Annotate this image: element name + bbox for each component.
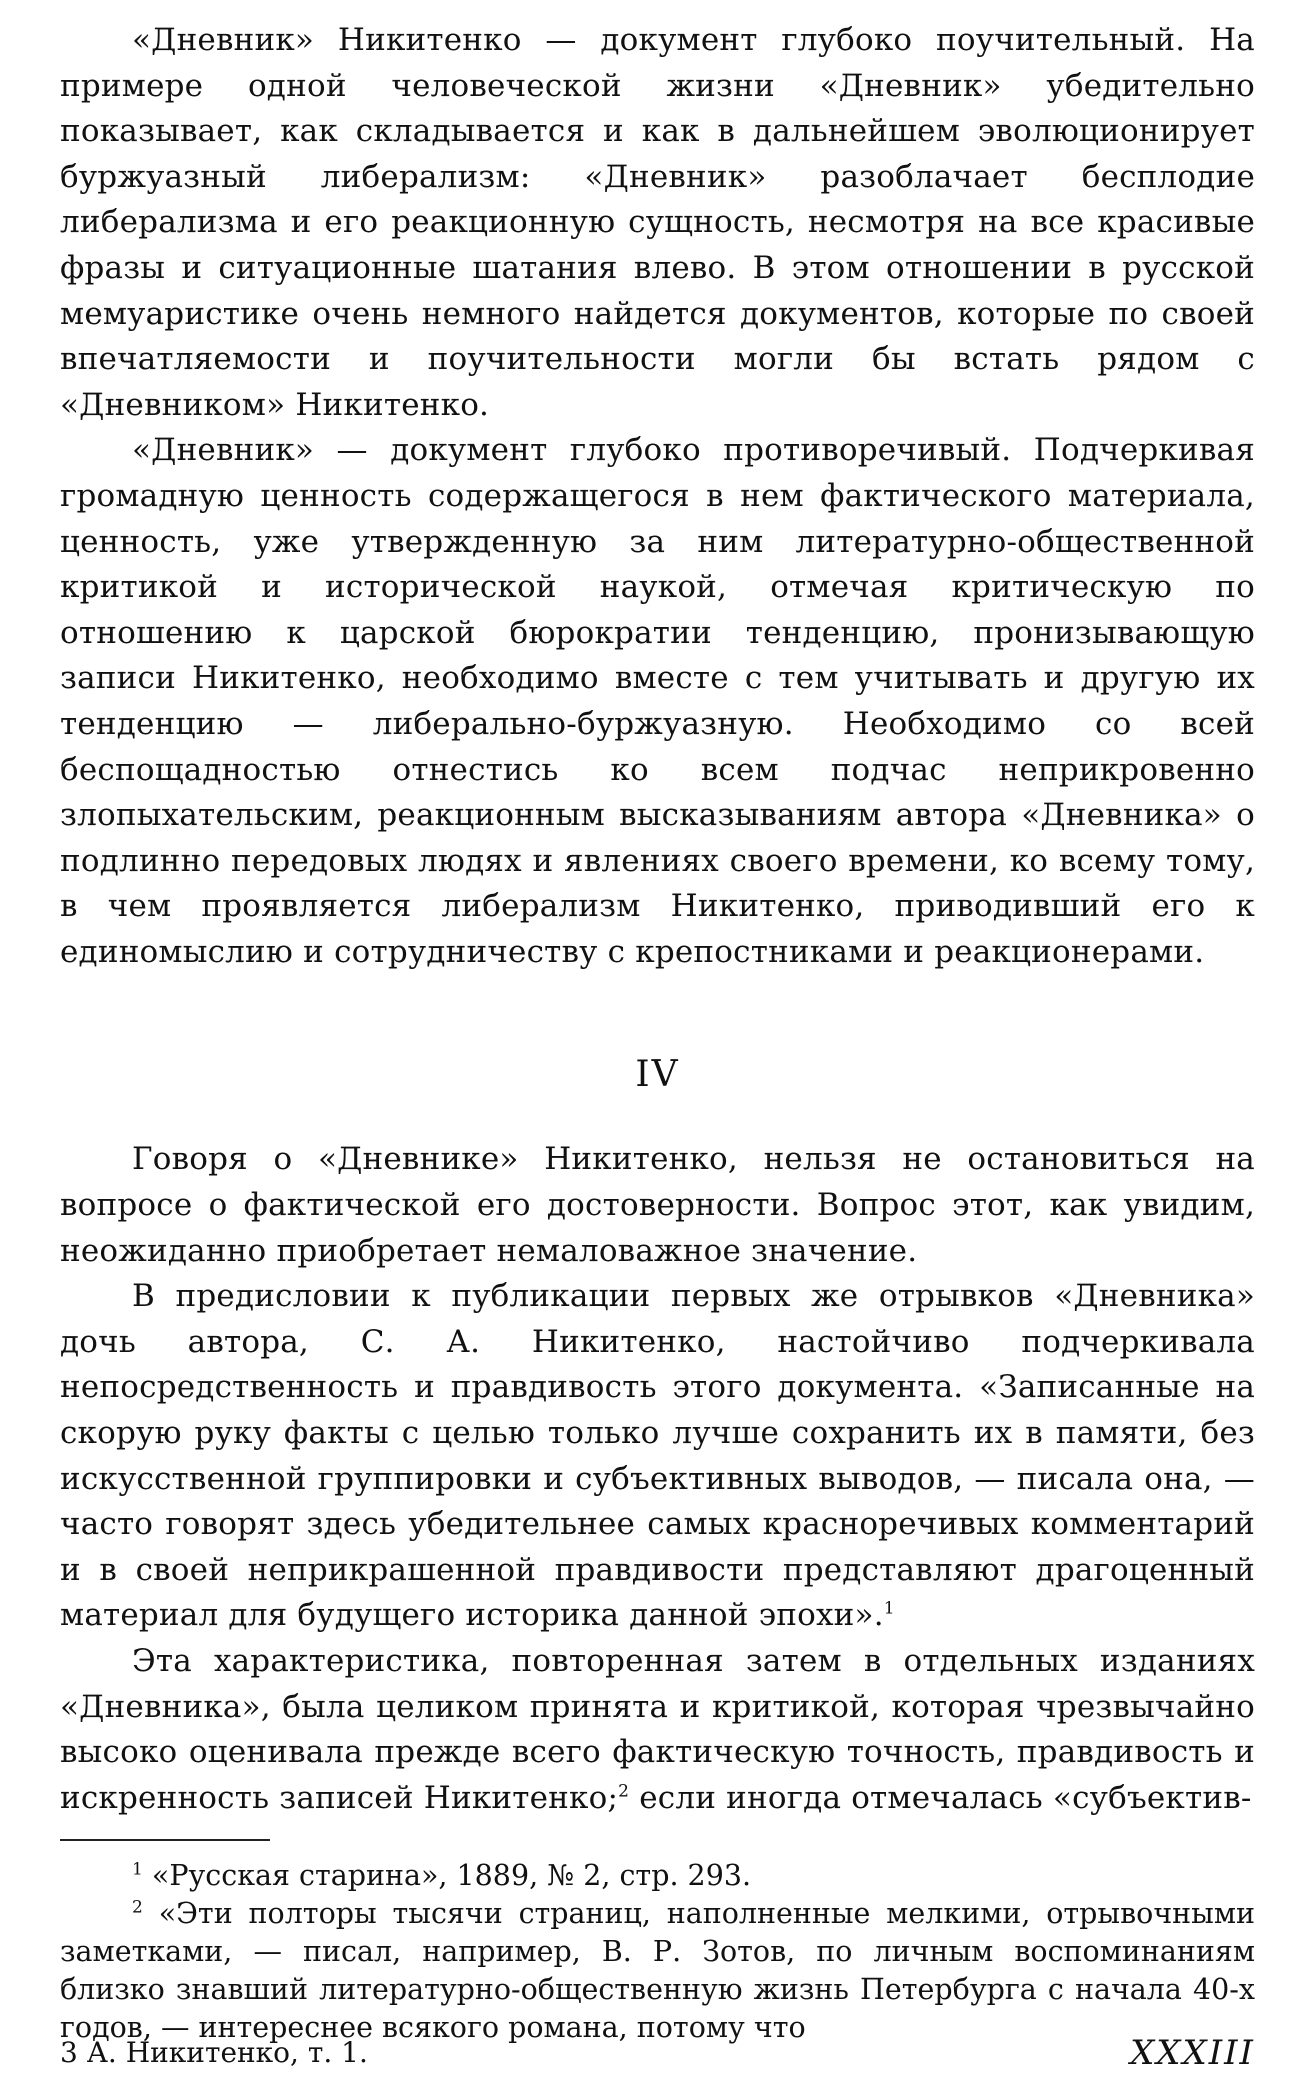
page-body xyxy=(60,18,1255,2047)
section-paragraph-3-tail: если иногда отмечалась «субъектив- xyxy=(629,1779,1252,1816)
footnote-mark-2: 2 xyxy=(132,1897,143,1918)
footnote-2 xyxy=(60,1895,1255,2047)
paragraph-1: «Дневник» Никитенко — документ глубоко поучительный. На примере одной человеческой жизни «Дневник» убедительно показывает, как складывается и как в дальнейшем эволюционирует буржуазный либерализм: «Дневник» разоблачает бесплодие либерализма и его реакционную сущность, несмотря на все красивые фразы и ситуационные шатания влево. В этом отношении в русской мемуаристике очень немного найдется документов, которые по своей впечатляемости и поучительности могли бы встать рядом с «Дневником» Никитенко. xyxy=(60,22,1255,423)
footnote-divider xyxy=(60,1839,270,1841)
section-paragraph-3 xyxy=(60,1639,1255,1821)
footnote-2-text: «Эти полторы тысячи страниц, наполненные мелкими, отрывочными заметками, — писал, например, В. Р. Зотов, по личным воспоминаниям близко знавший литературно-общественную жизнь Петербурга с начала 40-х годов, — интереснее всякого романа, потому что xyxy=(60,1897,1256,2045)
footnote-ref-2: 2 xyxy=(618,1781,630,1802)
paragraph-2: «Дневник» — документ глубоко противоречивый. Подчеркивая громадную ценность содержащегося в нем фактического материала, ценность, уже утвержденную за ним литературно-общественной критикой и исторической наукой, отмечая критическую по отношению к царской бюрократии тенденцию, пронизывающую записи Никитенко, необходимо вместе с тем учитывать и другую их тенденцию — либерально-буржуазную. Необходимо со всей беспощадностью отнестись ко всем подчас неприкровенно злопыхательским, реакционным высказываниям автора «Дневника» о подлинно передовых людях и явлениях своего времени, ко всему тому, в чем проявляется либерализм Никитенко, приводивший его к единомыслию и сотрудничеству с крепостниками и реакционерами. xyxy=(60,432,1255,970)
footnote-ref-1: 1 xyxy=(883,1599,895,1620)
section-heading: IV xyxy=(635,1054,680,1096)
footnote-mark-1: 1 xyxy=(132,1859,143,1880)
section-paragraph-1: Говоря о «Дневнике» Никитенко, нельзя не остановиться на вопросе о фактической его достоверности. Вопрос этот, как увидим, неожиданно приобретает немаловажное значение. xyxy=(60,1141,1255,1269)
section-paragraph-3-text: Эта характеристика, повторенная затем в отдельных изданиях «Дневника», была целиком принята и критикой, которая чрезвычайно высоко оценивала прежде всего фактическую точность, правдивость и искренность записей Никитенко; xyxy=(60,1643,1255,1816)
section-paragraph-2-text: В предисловии к публикации первых же отрывков «Дневника» дочь автора, С. А. Никитенко, настойчиво подчеркивала непосредственность и правдивость этого документа. «Записанные на скорую руку факты с целью только лучше сохранить их в памяти, без искусственной группировки и субъективных выводов, — писала она, — часто говорят здесь убедительнее самых красноречивых комментарий и в своей неприкрашенной правдивости представляют драгоценный материал для будущего историка данной эпохи». xyxy=(60,1278,1255,1634)
footnote-1 xyxy=(60,1857,1255,1895)
printer-signature: 3 А. Никитенко, т. 1. xyxy=(60,2036,368,2069)
page-number: XXXIII xyxy=(1130,2033,1255,2073)
footnote-1-text: «Русская старина», 1889, № 2, стр. 293. xyxy=(151,1859,752,1893)
section-paragraph-2 xyxy=(60,1274,1255,1639)
